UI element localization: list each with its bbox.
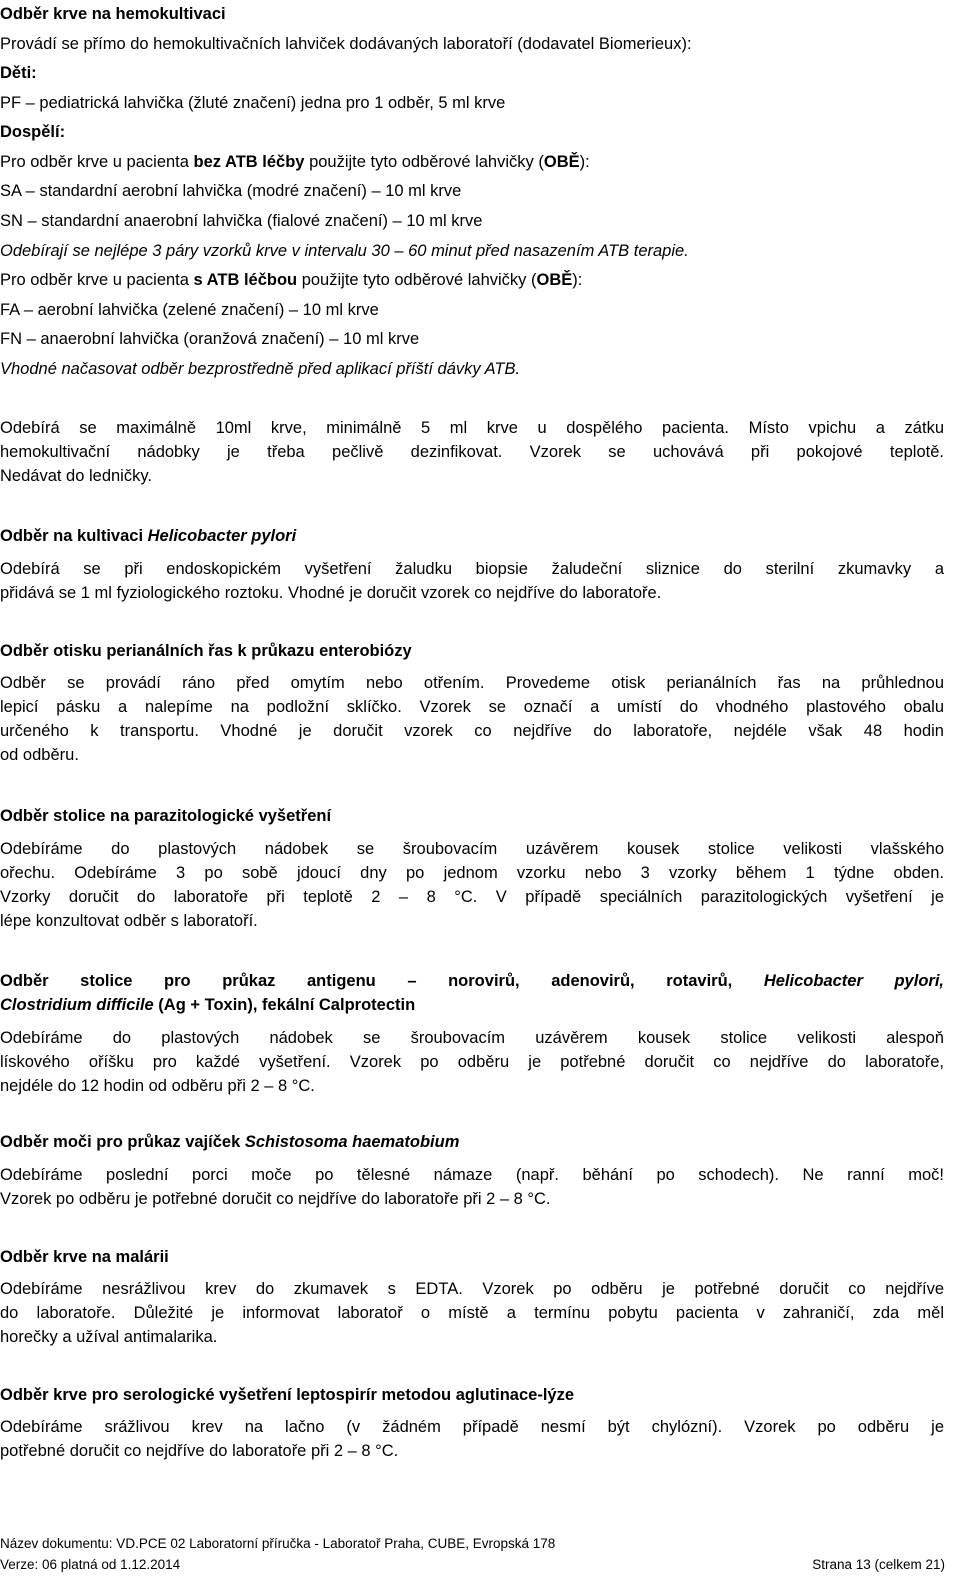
obe-bold: OBĚ xyxy=(543,153,580,171)
helicobacter-line-1: Odebírá se při endoskopickém vyšetření žaludku biopsie žaludeční sliznice do sterilní zkumavky a xyxy=(0,560,944,578)
antigen-line-2: lískového oříšku pro každé vyšetření. Vzorek po odběru je potřebné doručit co nejdříve do laboratoře, xyxy=(0,1053,944,1071)
schistosoma-line-1: Odebíráme poslední porci moče po tělesné námaze (např. běhání po schodech). Ne ranní moč! xyxy=(0,1166,944,1184)
atb-bold: s ATB léčbou xyxy=(193,271,298,289)
parasitology-line-3: Vzorky doručit do laboratoře při teplotě 2 – 8 °C. V případě speciálních parazitologických vyšetření je xyxy=(0,888,944,906)
antigen-title-italic: Helicobacter pylori, xyxy=(763,972,944,990)
schistosoma-title-italic: Schistosoma haematobium xyxy=(244,1133,460,1151)
section-title-antigen-line-2 xyxy=(0,994,415,1016)
no-atb-bold: bez ATB léčby xyxy=(193,153,305,171)
helicobacter-title-italic: Helicobacter pylori xyxy=(147,527,297,545)
parasitology-line-2: ořechu. Odebíráme 3 po sobě jdoucí dny po jednom vzorku nebo 3 vzorky během 1 týdne obden. xyxy=(0,864,944,882)
antigen-line-1: Odebíráme do plastových nádobek se šroubovacím uzávěrem kousek stolice velikosti alespoň xyxy=(0,1029,944,1047)
fn-bottle-line: FN – anaerobní lahvička (oranžová značení) – 10 ml krve xyxy=(0,330,420,348)
footer-version: Verze: 06 platná od 1.12.2014 xyxy=(0,1557,181,1572)
parasitology-line-1: Odebíráme do plastových nádobek se šroubovacím uzávěrem kousek stolice velikosti vlašského xyxy=(0,840,944,858)
volume-line-1: Odebírá se maximálně 10ml krve, minimálně 5 ml krve u dospělého pacienta. Místo vpichu a zátku xyxy=(0,419,944,437)
section-title-enterobiasis: Odběr otisku perianálních řas k průkazu enterobiózy xyxy=(0,642,412,660)
footer-document-name: Název dokumentu: VD.PCE 02 Laboratorní příručka - Laboratoř Praha, CUBE, Evropská 178 xyxy=(0,1536,556,1551)
atb-line xyxy=(0,269,582,291)
antigen-title-italic-2: Clostridium difficile xyxy=(0,996,154,1014)
no-atb-line xyxy=(0,151,590,173)
children-label: Děti: xyxy=(0,64,37,82)
section-title-parasitology: Odběr stolice na parazitologické vyšetření xyxy=(0,807,332,825)
volume-line-2: hemokultivační nádobky je třeba pečlivě dezinfikovat. Vzorek se uchovává při pokojové teplotě. xyxy=(0,443,944,461)
adults-label: Dospělí: xyxy=(0,123,66,141)
pairs-note: Odebírají se nejlépe 3 páry vzorků krve v intervalu 30 – 60 minut před nasazením ATB terapie. xyxy=(0,242,689,260)
sn-bottle-line: SN – standardní anaerobní lahvička (fialové značení) – 10 ml krve xyxy=(0,212,483,230)
antigen-line-3: nejdéle do 12 hodin od odběru při 2 – 8 °C. xyxy=(0,1077,315,1095)
section-title-blood-culture: Odběr krve na hemokultivaci xyxy=(0,5,226,23)
pf-bottle-line: PF – pediatrická lahvička (žluté značení) jedna pro 1 odběr, 5 ml krve xyxy=(0,94,506,112)
enterobiasis-line-1: Odběr se provádí ráno před omytím nebo otřením. Provedeme otisk perianálních řas na průhlednou xyxy=(0,674,944,692)
atb-post: použijte tyto odběrové lahvičky ( xyxy=(297,271,537,289)
antigen-title-pre: Odběr stolice pro průkaz antigenu – norovirů, adenovirů, rotavirů, xyxy=(0,972,764,990)
parasitology-line-4: lépe konzultovat odběr s laboratoří. xyxy=(0,912,258,930)
section-title-leptospira: Odběr krve pro serologické vyšetření leptospirír metodou aglutinace-lýze xyxy=(0,1386,575,1404)
no-atb-post: použijte tyto odběrové lahvičky ( xyxy=(304,153,544,171)
no-atb-close: ): xyxy=(579,153,590,171)
section-title-malaria: Odběr krve na malárii xyxy=(0,1248,169,1266)
malaria-line-1: Odebíráme nesrážlivou krev do zkumavek s EDTA. Vzorek po odběru je potřebné doručit co nejdříve xyxy=(0,1280,944,1298)
leptospira-line-2: potřebné doručit co nejdříve do laboratoře při 2 – 8 °C. xyxy=(0,1442,399,1460)
antigen-title-post: (Ag + Toxin), fekální Calprotectin xyxy=(153,996,416,1014)
atb-close: ): xyxy=(572,271,583,289)
enterobiasis-line-3: určeného k transportu. Vhodné je doručit vzorek co nejdříve do laboratoře, nejdéle však 48 hodin xyxy=(0,722,944,740)
schistosoma-title-pre: Odběr moči pro průkaz vajíček xyxy=(0,1133,245,1151)
timing-note: Vhodné načasovat odběr bezprostředně před aplikací příští dávky ATB. xyxy=(0,360,521,378)
section-title-schistosoma xyxy=(0,1131,459,1153)
enterobiasis-line-4: od odběru. xyxy=(0,746,79,764)
volume-line-3: Nedávat do ledničky. xyxy=(0,467,152,485)
obe-bold-2: OBĚ xyxy=(536,271,573,289)
malaria-line-3: horečky a užíval antimalarika. xyxy=(0,1328,218,1346)
helicobacter-line-2: přidává se 1 ml fyziologického roztoku. Vhodné je doručit vzorek co nejdříve do laboratoře. xyxy=(0,584,662,602)
leptospira-line-1: Odebíráme srážlivou krev na lačno (v žádném případě nesmí být chylózní). Vzorek po odběru je xyxy=(0,1418,944,1436)
malaria-line-2: do laboratoře. Důležité je informovat laboratoř o místě a termínu pobytu pacienta v zahraničí, zda měl xyxy=(0,1304,944,1322)
schistosoma-line-2: Vzorek po odběru je potřebné doručit co nejdříve do laboratoře při 2 – 8 °C. xyxy=(0,1190,551,1208)
blood-culture-intro: Provádí se přímo do hemokultivačních lahviček dodávaných laboratoří (dodavatel Biomerieux): xyxy=(0,35,692,53)
section-title-antigen-line-1 xyxy=(0,970,944,992)
helicobacter-title-pre: Odběr na kultivaci xyxy=(0,527,148,545)
enterobiasis-line-2: lepicí pásku a nalepíme na podložní sklíčko. Vzorek se označí a umístí do vhodného plastového obalu xyxy=(0,698,944,716)
atb-pre: Pro odběr krve u pacienta xyxy=(0,271,194,289)
no-atb-pre: Pro odběr krve u pacienta xyxy=(0,153,194,171)
fa-bottle-line: FA – aerobní lahvička (zelené značení) – 10 ml krve xyxy=(0,301,379,319)
footer-page-number: Strana 13 (celkem 21) xyxy=(812,1557,945,1572)
sa-bottle-line: SA – standardní aerobní lahvička (modré značení) – 10 ml krve xyxy=(0,182,462,200)
section-title-helicobacter xyxy=(0,525,296,547)
